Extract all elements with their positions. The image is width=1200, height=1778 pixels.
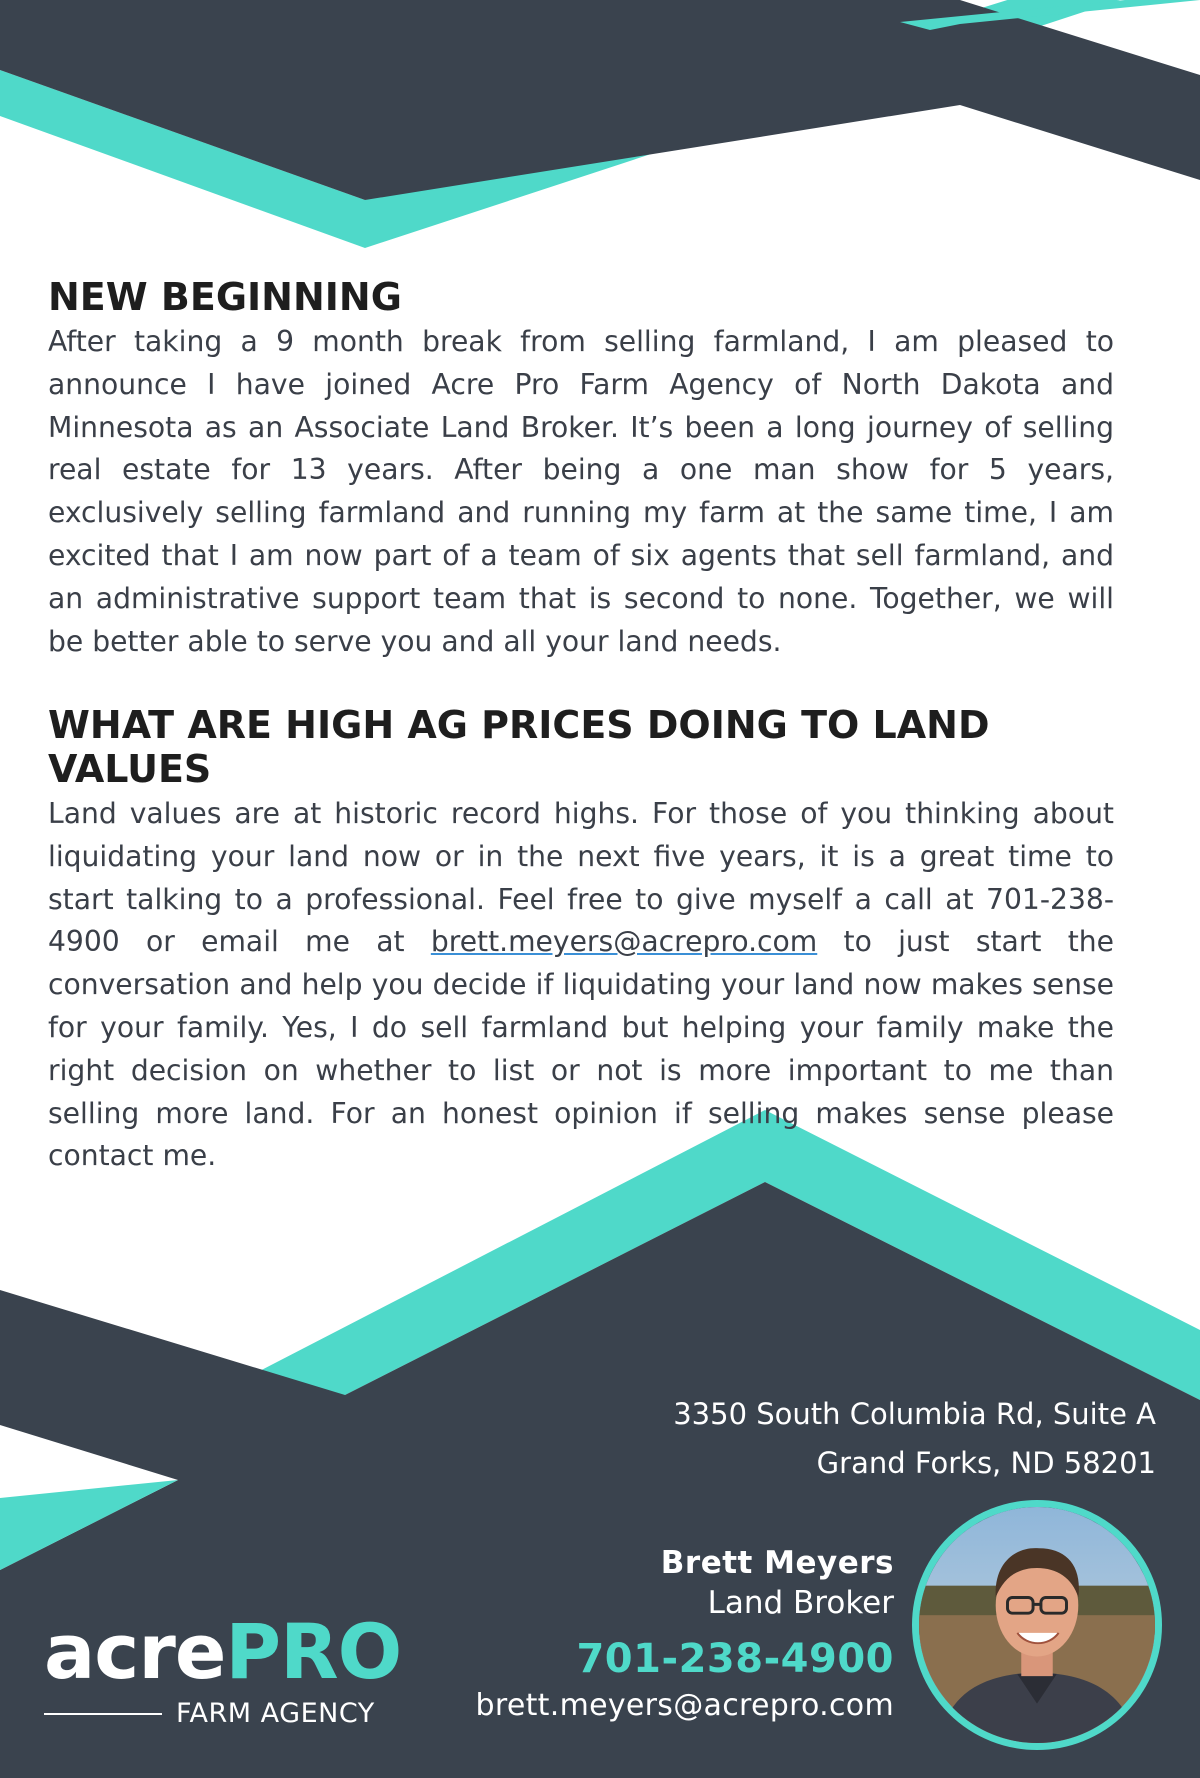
section-heading: NEW BEGINNING: [48, 275, 402, 319]
section-body: [48, 793, 1114, 1178]
logo-pro: PRO: [225, 1607, 402, 1696]
email-link[interactable]: brett.meyers@acrepro.com: [430, 925, 818, 959]
body-text-after: to just start the conversation and help you decide if liquidating your land now makes sense for your family. Yes, I do sell farmland but helping your family make the right decision on whether to list or not is more important to me than selling more land. For an honest opinion if selling makes sense please contact me.: [48, 925, 1115, 1173]
logo-rule: [44, 1713, 162, 1715]
portrait-illustration: [919, 1507, 1155, 1743]
new-beginning-section: [48, 275, 1114, 663]
agent-name: Brett Meyers: [660, 1545, 894, 1581]
logo-wordmark: [44, 1607, 402, 1696]
section-body: After taking a 9 month break from selling farmland, I am pleased to announce I have joined Acre Pro Farm Agency of North Dakota and Minnesota as an Associate Land Broker. It’s been a long journey of selling real estate for 13 years. After being a one man show for 5 years, exclusively selling farmland and running my farm at the same time, I am excited that I am now part of a team of six agents that sell farmland, and an administrative support team that is second to none. Together, we will be better able to serve you and all your land needs.: [48, 325, 1114, 658]
ag-prices-section: [48, 703, 1114, 1178]
agent-role: Land Broker: [707, 1585, 894, 1621]
agent-email[interactable]: brett.meyers@acrepro.com: [475, 1688, 894, 1723]
person-portrait-icon: [912, 1500, 1162, 1750]
address-line-1: 3350 South Columbia Rd, Suite A: [673, 1397, 1156, 1431]
body-text-before: Land values are at historic record highs. For those of you thinking about liquidating your land now or in the next five years, it is a great time to start talking to a professional. Feel free to give myself a call at 701-238-4900 or email me at: [48, 797, 1114, 959]
logo-subline: [44, 1698, 394, 1729]
logo-acre: acre: [44, 1607, 226, 1696]
address-line-2: Grand Forks, ND 58201: [816, 1446, 1156, 1480]
contact-block: [476, 1543, 894, 1725]
office-address: [673, 1390, 1156, 1488]
acrepro-logo: [44, 1607, 402, 1729]
logo-farm-agency: FARM AGENCY: [176, 1698, 375, 1729]
agent-phone[interactable]: 701-238-4900: [576, 1636, 894, 1682]
section-heading: WHAT ARE HIGH AG PRICES DOING TO LAND VALUES: [48, 703, 990, 791]
